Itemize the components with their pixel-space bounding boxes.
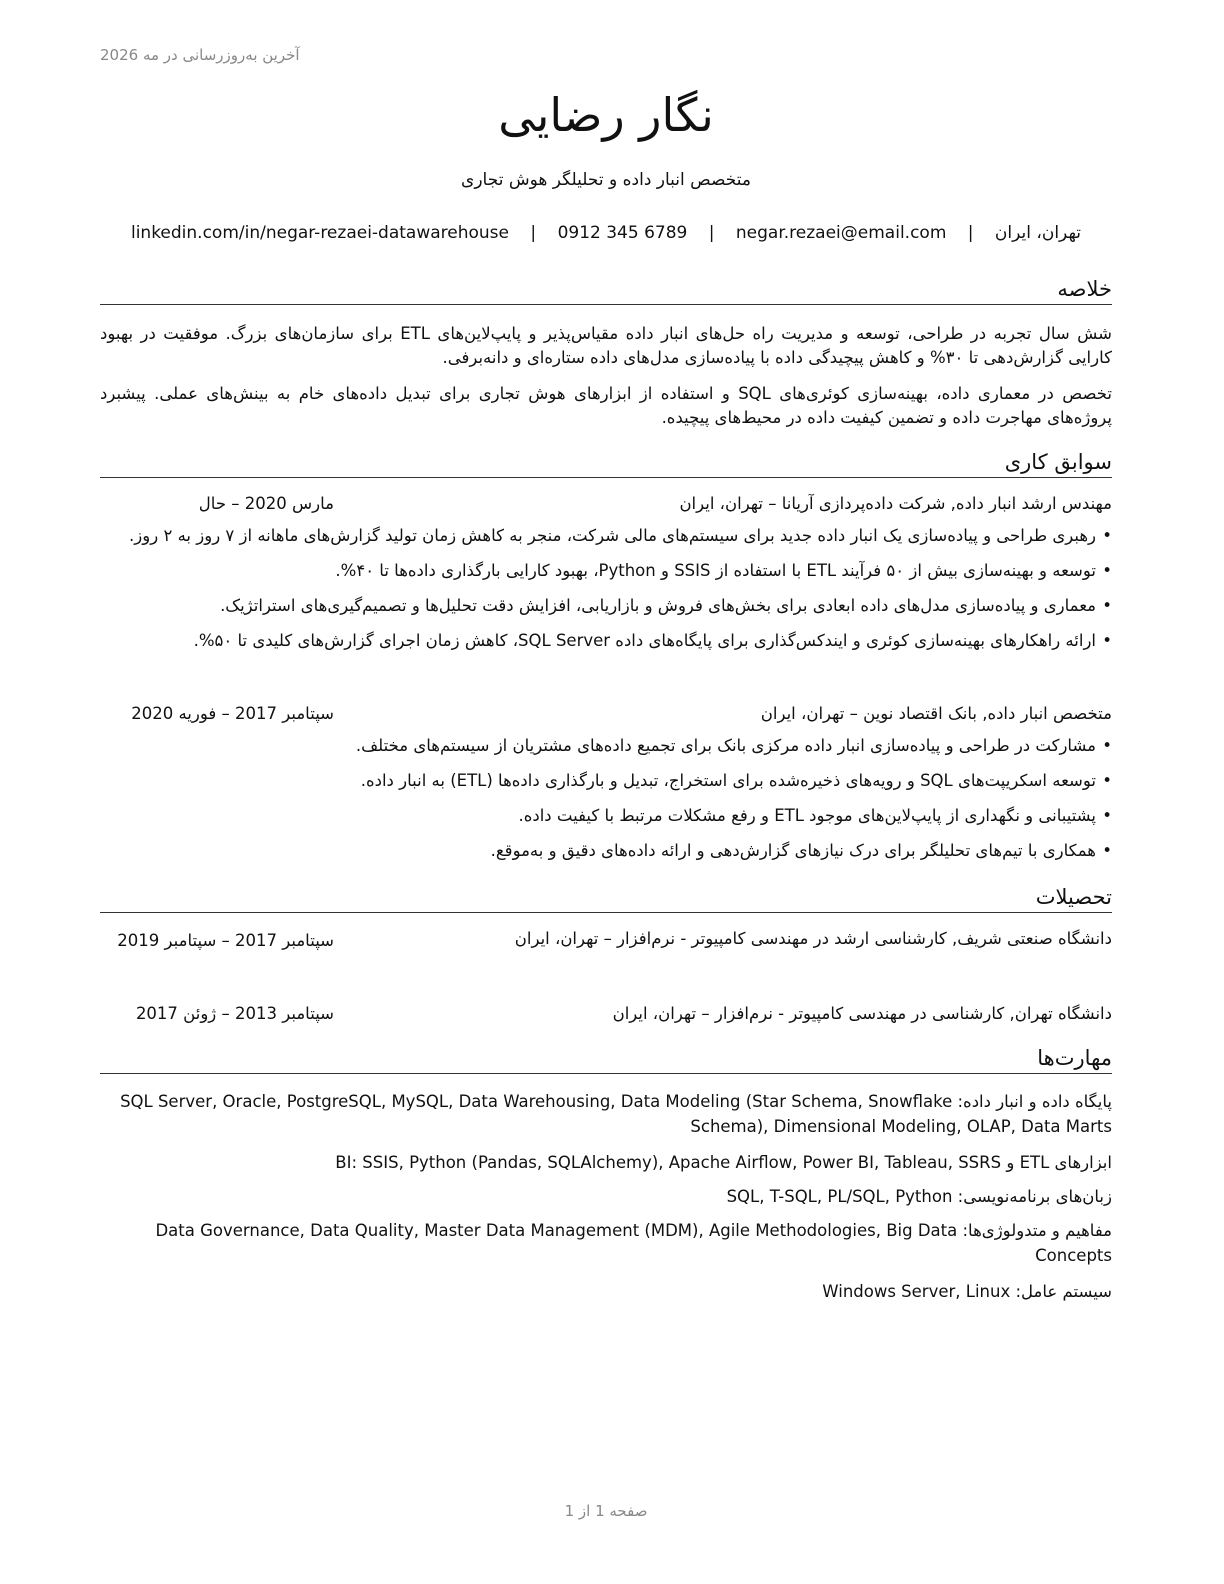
contact-separator: | xyxy=(967,223,974,243)
contact-phone[interactable]: 0912 345 6789 xyxy=(557,223,688,243)
skill-label: زبان‌های برنامه‌نویسی: xyxy=(957,1187,1112,1206)
skill-value: Windows Server, Linux xyxy=(822,1282,1011,1301)
last-updated-note: آخرین به‌روزرسانی در مه 2026 xyxy=(100,46,300,64)
job-bullet: • همکاری با تیم‌های تحلیلگر برای درک نیازهای گزارش‌دهی و ارائه داده‌های دقیق و به‌موقع. xyxy=(100,838,1112,864)
skill-value: SQL, T-SQL, PL/SQL, Python xyxy=(726,1187,953,1206)
skill-label: پایگاه داده و انبار داده: xyxy=(957,1092,1112,1111)
job-title: متخصص انبار داده, بانک اقتصاد نوین – تهران، ایران xyxy=(760,704,1112,723)
experience-heading: سوابق کاری xyxy=(100,449,1112,478)
job-date: سپتامبر 2017 – فوریه 2020 xyxy=(131,704,334,723)
job-bullet: • رهبری طراحی و پیاده‌سازی یک انبار داده جدید برای سیستم‌های مالی شرکت، منجر به کاهش زمان تولید گزارش‌های ماهانه از ۷ روز به ۲ روز. xyxy=(100,523,1112,549)
candidate-title: متخصص انبار داده و تحلیلگر هوش تجاری xyxy=(461,170,751,190)
job-bullet: • توسعه اسکریپت‌های SQL و رویه‌های ذخیره‌شده برای استخراج، تبدیل و بارگذاری داده‌ها (ETL) به انبار داده. xyxy=(100,768,1112,794)
skill-line xyxy=(100,1184,1112,1209)
education-title: دانشگاه تهران, کارشناسی در مهندسی کامپیوتر - نرم‌افزار – تهران، ایران xyxy=(612,1004,1112,1023)
skill-label: مفاهیم و متدولوژی‌ها: xyxy=(962,1221,1112,1240)
skill-value: SQL Server, Oracle, PostgreSQL, MySQL, Data Warehousing, Data Modeling (Star Schema, Snowflake Schema), Dimensional Modeling, OLAP, Data Marts xyxy=(120,1092,1112,1136)
candidate-name: نگار رضایی xyxy=(498,88,714,142)
job-bullet: • مشارکت در طراحی و پیاده‌سازی انبار داده مرکزی بانک برای تجمیع داده‌های مشتریان از سیستم‌های مختلف. xyxy=(100,733,1112,759)
contact-line xyxy=(100,223,1112,243)
contact-email[interactable]: negar.rezaei@email.com xyxy=(735,223,947,243)
job-header xyxy=(100,494,1112,518)
job-bullets xyxy=(100,733,1112,873)
contact-separator: | xyxy=(530,223,537,243)
job-bullets xyxy=(100,523,1112,663)
contact-location: تهران، ایران xyxy=(994,223,1082,243)
skill-line xyxy=(100,1089,1112,1139)
contact-separator: | xyxy=(708,223,715,243)
education-heading: تحصیلات xyxy=(100,884,1112,913)
job-bullet: • پشتیبانی و نگهداری از پایپ‌لاین‌های موجود ETL و رفع مشکلات مرتبط با کیفیت داده. xyxy=(100,803,1112,829)
contact-linkedin[interactable]: linkedin.com/in/negar-rezaei-datawarehouse xyxy=(130,223,510,243)
job-header xyxy=(100,704,1112,728)
skill-label: سیستم عامل: xyxy=(1015,1282,1112,1301)
summary-paragraph: تخصص در معماری داده، بهینه‌سازی کوئری‌های SQL و استفاده از ابزارهای هوش تجاری برای تبدیل داده‌های خام به بینش‌های عملی. پیشبرد پروژه‌های مهاجرت داده و تضمین کیفیت داده در محیط‌های پیچیده. xyxy=(100,384,1112,427)
skill-value: Data Governance, Data Quality, Master Data Management (MDM), Agile Methodologies, Big Data Concepts xyxy=(155,1221,1112,1265)
resume-page xyxy=(100,0,1112,1584)
education-entry xyxy=(100,1004,1112,1028)
job-title: مهندس ارشد انبار داده, شرکت داده‌پردازی آریانا – تهران، ایران xyxy=(679,494,1112,513)
job-bullet: • توسعه و بهینه‌سازی بیش از ۵۰ فرآیند ETL با استفاده از SSIS و Python، بهبود کارایی بارگذاری داده‌ها تا ۴۰%. xyxy=(100,558,1112,584)
summary-paragraph: شش سال تجربه در طراحی، توسعه و مدیریت راه حل‌های انبار داده مقیاس‌پذیر و پایپ‌لاین‌های ETL برای سازمان‌های بزرگ. موفقیت در بهبود کارایی گزارش‌دهی تا ۳۰% و کاهش پیچیدگی داده با پیاده‌سازی مدل‌های داده ستاره‌ای و دانه‌برفی. xyxy=(100,324,1112,367)
job-date: مارس 2020 – حال xyxy=(198,494,334,513)
summary-heading: خلاصه xyxy=(100,276,1112,305)
education-title: دانشگاه صنعتی شریف, کارشناسی ارشد در مهندسی کامپیوتر - نرم‌افزار – تهران، ایران xyxy=(514,929,1112,948)
skill-line xyxy=(100,1279,1112,1304)
skill-line xyxy=(100,1150,1112,1175)
skill-value: SSIS, Python (Pandas, SQLAlchemy), Apache Airflow, Power BI, Tableau, SSRS xyxy=(362,1153,1002,1172)
education-date: سپتامبر 2017 – سپتامبر 2019 xyxy=(117,931,334,950)
skills-heading: مهارت‌ها xyxy=(100,1045,1112,1074)
skill-label: ابزارهای ETL و BI: xyxy=(335,1153,1112,1172)
job-bullet: • معماری و پیاده‌سازی مدل‌های داده ابعادی برای بخش‌های فروش و بازاریابی، افزایش دقت تحلیل‌ها و تصمیم‌گیری‌های استراتژیک. xyxy=(100,593,1112,619)
skill-line xyxy=(100,1218,1112,1268)
education-date: سپتامبر 2013 – ژوئن 2017 xyxy=(135,1004,334,1023)
job-bullet: • ارائه راهکارهای بهینه‌سازی کوئری و ایندکس‌گذاری برای پایگاه‌های داده SQL Server، کاهش زمان اجرای گزارش‌های کلیدی تا ۵۰%. xyxy=(100,628,1112,654)
page-number: صفحه 1 از 1 xyxy=(564,1502,648,1520)
